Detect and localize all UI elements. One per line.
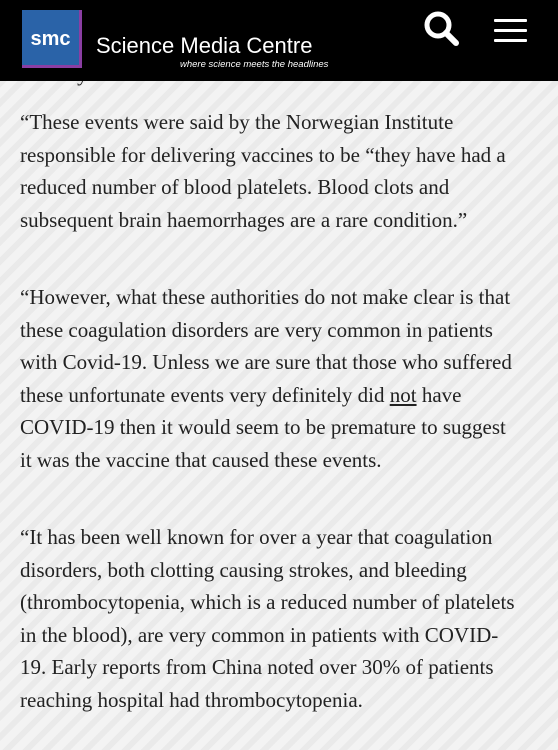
brand-tagline: where science meets the headlines (180, 59, 329, 70)
search-button[interactable] (420, 8, 464, 52)
search-icon (420, 8, 464, 52)
paragraph-text: have COVID-19 then it would seem to be premature to suggest it was the vaccine that caused these events. (20, 382, 506, 472)
emphasis-text: not (389, 382, 417, 407)
quote-paragraph-2 (20, 281, 515, 476)
paragraph-text: “However, what these authorities do not make clear is that these coagulation disorders are very common in patients with Covid-19. Unless we are sure that those who suffered these unfortunate events very definitely did (20, 285, 512, 407)
site-header (0, 0, 558, 81)
hamburger-menu-icon-bar (494, 39, 527, 42)
smc-logo[interactable] (22, 10, 82, 68)
quote-paragraph-3: “It has been well known for over a year that coagulation disorders, both clotting causing strokes, and bleeding (thrombocytopenia, which is a reduced number of platelets in the blood), are very common in patients with COVID-19. Early reports from China noted over 30% of patients reaching hospital had thrombocytopenia. (20, 525, 515, 712)
quote-paragraph-1: “These events were said by the Norwegian Institute responsible for delivering vaccines to be “they have had a reduced number of blood platelets. Blood clots and subsequent brain haemorrhages are a rare condition.” (20, 110, 506, 232)
hamburger-menu-icon-bar (494, 29, 527, 32)
menu-button[interactable] (490, 10, 532, 52)
logo-abbr: smc (30, 28, 71, 50)
brand-name[interactable]: Science Media Centre (96, 33, 313, 58)
hamburger-menu-icon (494, 19, 527, 22)
